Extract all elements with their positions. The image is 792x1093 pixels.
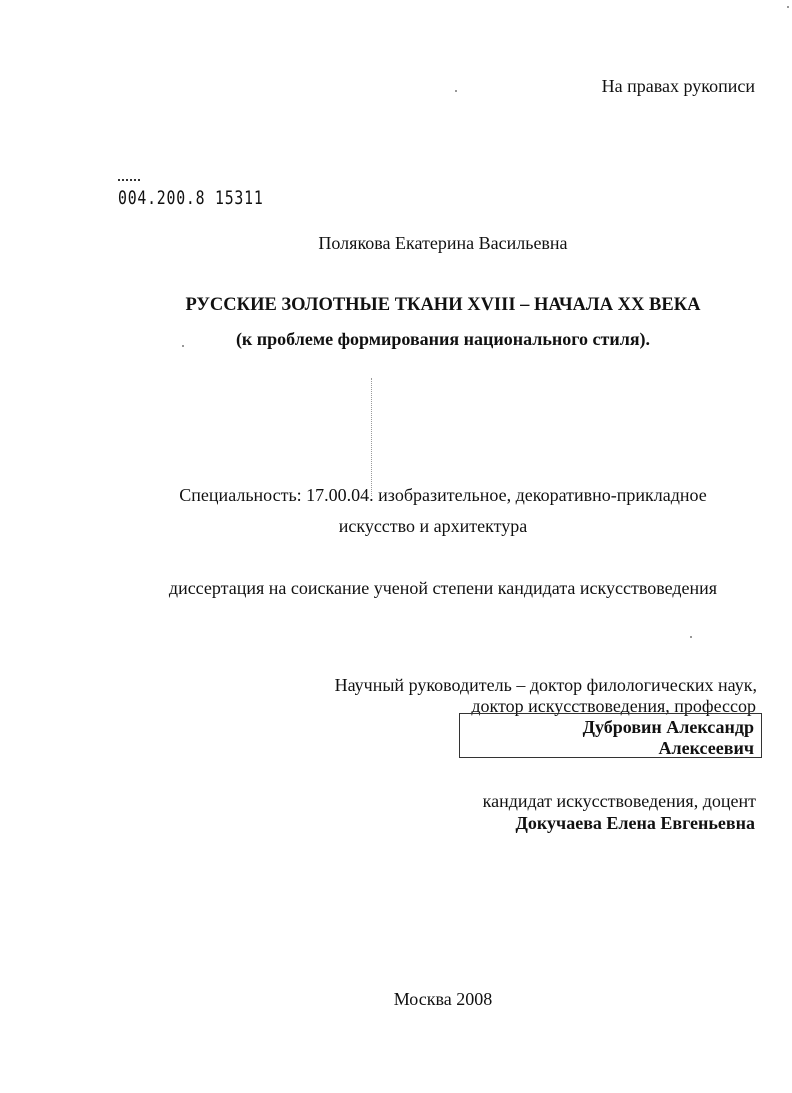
specialty-line-1: Специальность: 17.00.04. изобразительное, декоративно-прикладное	[179, 485, 707, 505]
author-name: Полякова Екатерина Васильевна	[318, 233, 568, 253]
scan-speck	[182, 345, 184, 347]
scan-speck	[690, 636, 692, 638]
supervisor-title-line-1: Научный руководитель – доктор филологических наук,	[334, 675, 757, 695]
library-stamp-number: 004.200.8 15311	[118, 187, 264, 209]
city-year: Москва 2008	[393, 989, 493, 1009]
consultant-title: кандидат искусствоведения, доцент	[482, 791, 756, 811]
consultant-name: Докучаева Елена Евгеньевна	[515, 813, 755, 833]
supervisor-name-line-2: Алексеевич	[658, 738, 754, 758]
dissertation-title: РУССКИЕ ЗОЛОТНЫЕ ТКАНИ XVIII – НАЧАЛА XX ВЕКА	[185, 295, 701, 315]
scan-artifact-line	[371, 378, 384, 496]
stamp-mark	[118, 179, 140, 184]
supervisor-name-line-1: Дубровин Александр	[582, 717, 754, 737]
manuscript-rights-note: На правах рукописи	[601, 76, 755, 96]
scan-speck	[455, 90, 457, 92]
degree-statement: диссертация на соискание ученой степени кандидата искусствоведения	[168, 578, 718, 598]
scan-speck	[787, 6, 789, 8]
dissertation-subtitle: (к проблеме формирования национального стиля).	[235, 329, 651, 349]
specialty-line-2: искусство и архитектура	[338, 516, 528, 536]
supervisor-title-line-2: доктор искусствоведения, профессор	[471, 696, 756, 716]
